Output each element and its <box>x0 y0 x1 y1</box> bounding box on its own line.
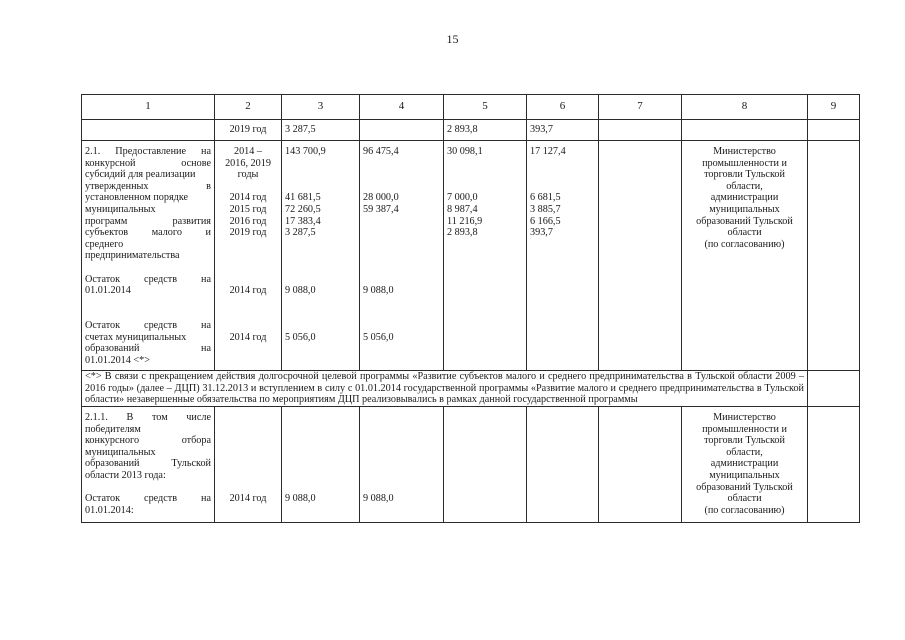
amount-column-3: 143 700,9 41 681,5 72 260,5 17 383,4 3 287,5 9 088,0 5 056,0 <box>282 141 360 371</box>
executor-cell: Министерство промышленности и торговли Тульской области, администрации муниципальных образований Тульской области (по согласованию) <box>682 407 808 523</box>
table-header-row <box>82 95 860 120</box>
page-number: 15 <box>446 32 459 46</box>
footnote-row <box>82 371 860 407</box>
column-number: 9 <box>808 95 860 120</box>
column-number: 7 <box>599 95 682 120</box>
amount-column-3: 9 088,0 <box>282 407 360 523</box>
item-description: 2.1. Предоставление на конкурсной основе субсидий для реализации утвержденных в установленном порядке муниципальных программ развития субъектов малого и среднего предпринимательства Остаток средств на 01.01.2014 Остаток средств на счетах муниципальных образований на 01.01.2014 <*> <box>82 141 215 371</box>
table-row-item-2-1-1 <box>82 407 860 523</box>
footnote-text: <*> В связи с прекращением действия долгосрочной целевой программы «Развитие субъектов малого и среднего предпринимательства в Тульской области 2009 – 2016 годы» (далее – ДЦП) 31.12.2013 и вступлением в силу с 01.01.2014 государственной программы «Развитие малого и среднего предпринимательства в Тульской области» незавершенные обязательства по мероприятиям ДЦП реализовывались в рамках данной государственной программы <box>82 371 808 407</box>
period-cell: 2014 – 2016, 2019 годы 2014 год 2015 год 2016 год 2019 год 2014 год 2014 год <box>215 141 282 371</box>
column-number: 3 <box>282 95 360 120</box>
amount-column-5: 30 098,1 7 000,0 8 987,4 11 216,9 2 893,8 <box>444 141 527 371</box>
column-number: 4 <box>360 95 444 120</box>
period-cell: 2014 год <box>215 407 282 523</box>
item-description: 2.1.1. В том числе победителям конкурсного отбора муниципальных образований Тульской области 2013 года: Остаток средств на 01.01.2014: <box>82 407 215 523</box>
amount-column-4: 96 475,4 28 000,0 59 387,4 9 088,0 5 056,0 <box>360 141 444 371</box>
executor-cell: Министерство промышленности и торговли Тульской области, администрации муниципальных образований Тульской области (по согласованию) <box>682 141 808 371</box>
amount-cell: 393,7 <box>527 120 599 141</box>
year-cell: 2019 год <box>215 120 282 141</box>
column-number: 6 <box>527 95 599 120</box>
table-row-2019 <box>82 120 860 141</box>
amount-cell: 2 893,8 <box>444 120 527 141</box>
column-number: 1 <box>82 95 215 120</box>
amount-column-4: 9 088,0 <box>360 407 444 523</box>
column-number: 2 <box>215 95 282 120</box>
table-row-item-2-1 <box>82 141 860 371</box>
column-number: 5 <box>444 95 527 120</box>
amount-cell: 3 287,5 <box>282 120 360 141</box>
amount-column-6: 17 127,4 6 681,5 3 885,7 6 166,5 393,7 <box>527 141 599 371</box>
column-number: 8 <box>682 95 808 120</box>
program-table <box>81 94 860 523</box>
